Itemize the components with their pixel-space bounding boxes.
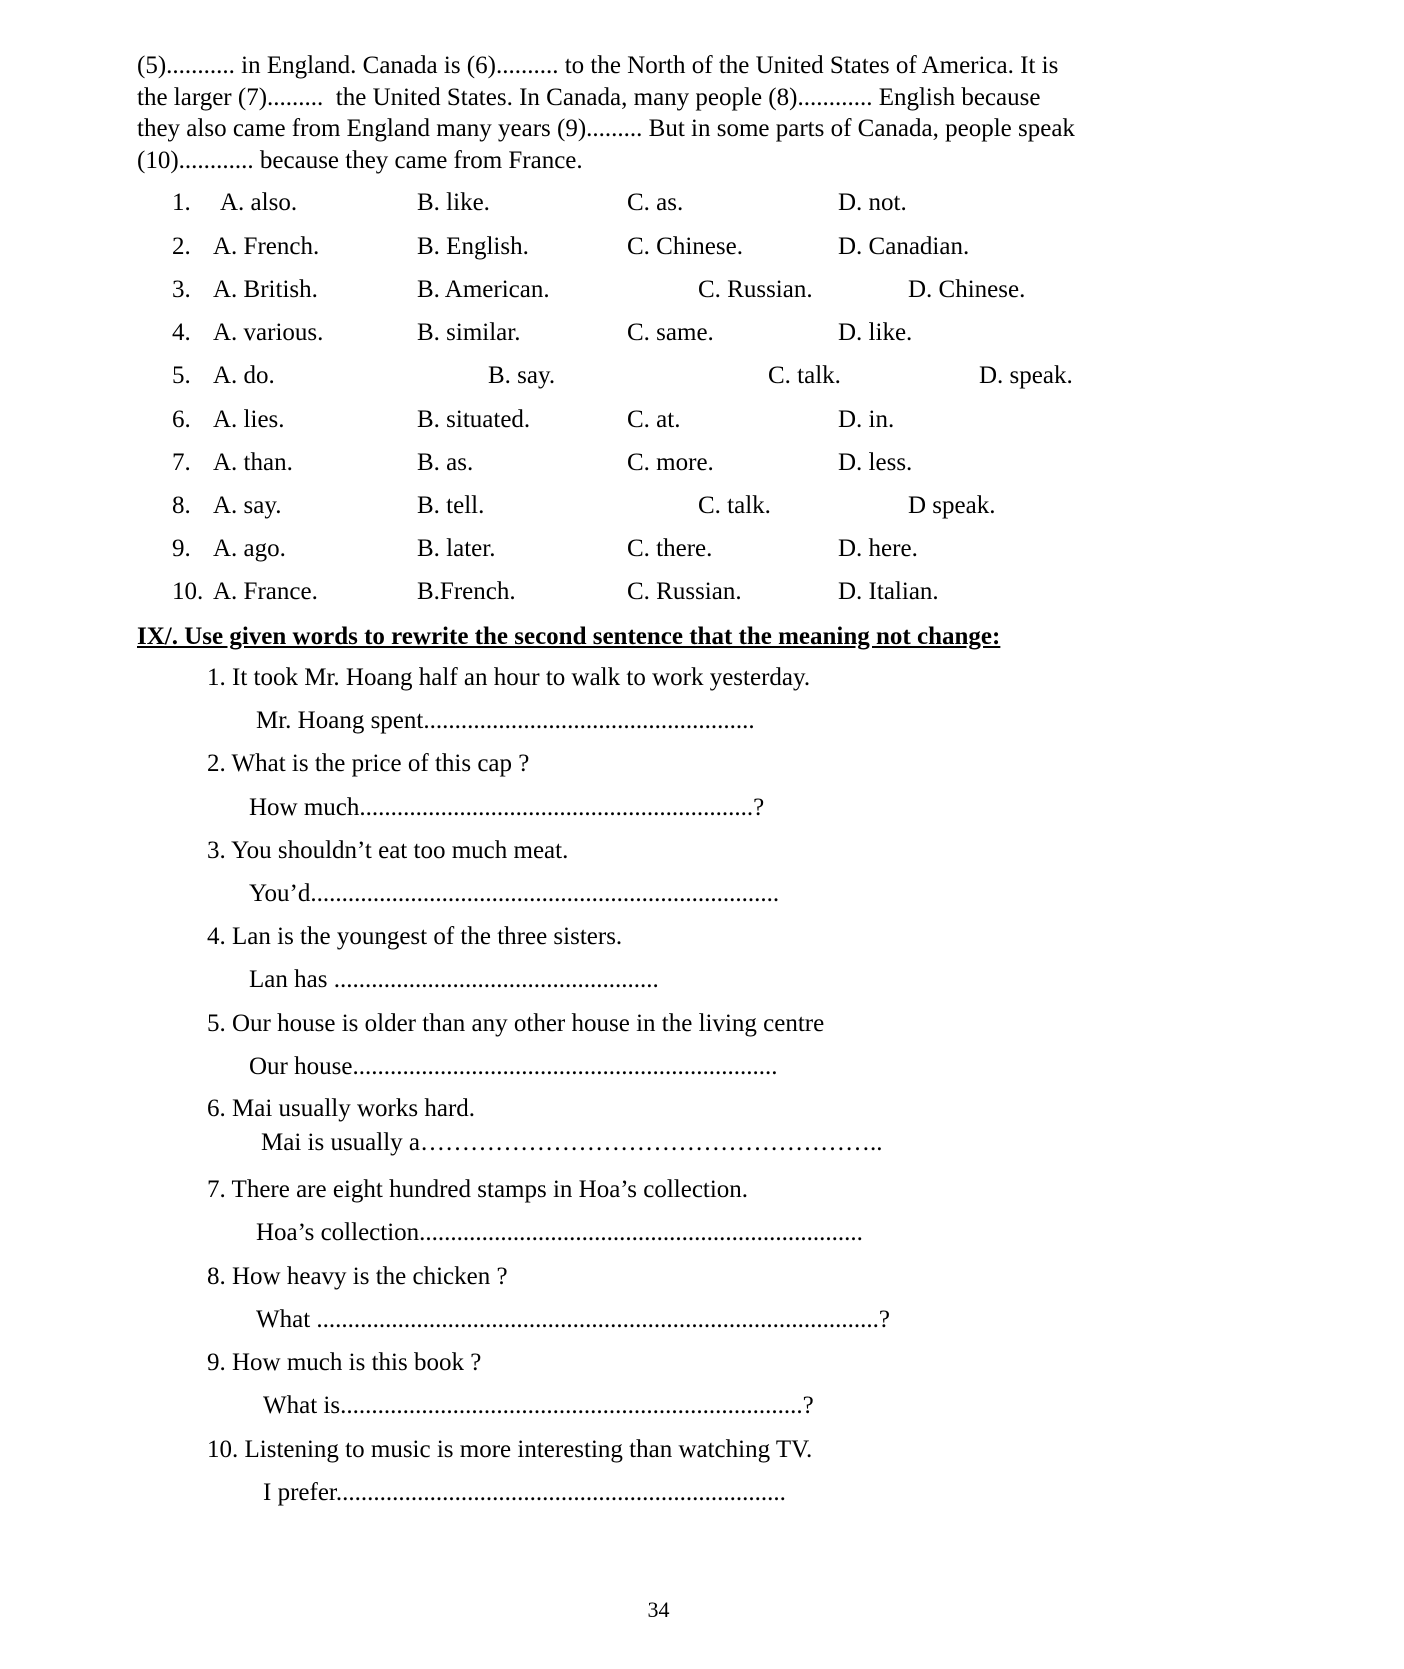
option-number: 7. xyxy=(172,449,191,476)
option-a: A. British. xyxy=(213,276,318,303)
passage-line: (5)........... in England. Canada is (6).......... to the North of the United States of America. It is xyxy=(137,52,1059,79)
option-c: C. Russian. xyxy=(698,276,813,303)
option-c: C. same. xyxy=(627,319,714,346)
rewrite-answer: Our house.................................................................... xyxy=(249,1053,778,1080)
option-number: 6. xyxy=(172,406,191,433)
option-number: 8. xyxy=(172,492,191,519)
rewrite-question: 6. Mai usually works hard. xyxy=(207,1095,476,1122)
rewrite-answer: Mr. Hoang spent..................................................... xyxy=(256,707,755,734)
rewrite-answer: Hoa’s collection....................................................................... xyxy=(256,1219,863,1246)
option-d: D speak. xyxy=(908,492,996,519)
option-d: D. here. xyxy=(838,535,918,562)
option-b: B. English. xyxy=(417,233,529,260)
option-c: C. more. xyxy=(627,449,714,476)
rewrite-question: 10. Listening to music is more interesting than watching TV. xyxy=(207,1436,813,1463)
rewrite-question: 9. How much is this book ? xyxy=(207,1349,482,1376)
option-number: 5. xyxy=(172,362,191,389)
rewrite-answer: You’d........................................................................... xyxy=(249,880,780,907)
rewrite-question: 5. Our house is older than any other house in the living centre xyxy=(207,1010,825,1037)
option-b: B. similar. xyxy=(417,319,521,346)
option-d: D. less. xyxy=(838,449,913,476)
option-a: A. French. xyxy=(213,233,320,260)
option-b: B. American. xyxy=(417,276,550,303)
option-c: C. at. xyxy=(627,406,681,433)
option-a: A. various. xyxy=(213,319,324,346)
rewrite-question: 3. You shouldn’t eat too much meat. xyxy=(207,837,569,864)
option-b: B. like. xyxy=(417,189,490,216)
rewrite-question: 7. There are eight hundred stamps in Hoa’s collection. xyxy=(207,1176,749,1203)
option-number: 1. xyxy=(172,189,191,216)
option-c: C. there. xyxy=(627,535,713,562)
option-b: B. situated. xyxy=(417,406,531,433)
section-heading: IX/. Use given words to rewrite the second sentence that the meaning not change: xyxy=(137,623,1001,650)
option-c: C. Chinese. xyxy=(627,233,743,260)
option-a: A. also. xyxy=(220,189,298,216)
option-d: D. Italian. xyxy=(838,578,939,605)
passage-line: they also came from England many years (9)......... But in some parts of Canada, people speak xyxy=(137,115,1075,142)
option-a: A. say. xyxy=(213,492,282,519)
option-b: B. tell. xyxy=(417,492,485,519)
rewrite-answer: What is..........................................................................? xyxy=(263,1392,814,1419)
option-d: D. in. xyxy=(838,406,895,433)
option-d: D. Canadian. xyxy=(838,233,970,260)
option-d: D. not. xyxy=(838,189,907,216)
option-number: 10. xyxy=(172,578,204,605)
option-a: A. lies. xyxy=(213,406,285,433)
option-b: B. as. xyxy=(417,449,474,476)
rewrite-answer: How much...............................................................? xyxy=(249,794,765,821)
rewrite-question: 1. It took Mr. Hoang half an hour to walk to work yesterday. xyxy=(207,664,811,691)
option-b: B. say. xyxy=(488,362,556,389)
option-c: C. Russian. xyxy=(627,578,742,605)
option-number: 4. xyxy=(172,319,191,346)
option-number: 3. xyxy=(172,276,191,303)
option-c: C. talk. xyxy=(768,362,841,389)
option-b: B. later. xyxy=(417,535,496,562)
rewrite-question: 2. What is the price of this cap ? xyxy=(207,750,530,777)
page-number: 34 xyxy=(647,1597,670,1622)
option-d: D. like. xyxy=(838,319,913,346)
passage xyxy=(137,50,1257,176)
option-b: B.French. xyxy=(417,578,516,605)
option-a: A. France. xyxy=(213,578,318,605)
option-d: D. Chinese. xyxy=(908,276,1026,303)
passage-line: the larger (7)......... the United States. In Canada, many people (8)............ English because xyxy=(137,83,1041,111)
rewrite-answer: I prefer........................................................................ xyxy=(263,1479,786,1506)
rewrite-question: 8. How heavy is the chicken ? xyxy=(207,1263,508,1290)
option-c: C. as. xyxy=(627,189,684,216)
option-c: C. talk. xyxy=(698,492,771,519)
option-a: A. ago. xyxy=(213,535,286,562)
rewrite-question: 4. Lan is the youngest of the three sisters. xyxy=(207,923,623,950)
rewrite-answer: Mai is usually a……………………………………………….. xyxy=(261,1129,883,1156)
option-a: A. than. xyxy=(213,449,293,476)
option-d: D. speak. xyxy=(979,362,1073,389)
option-number: 2. xyxy=(172,233,191,260)
passage-line: (10)............ because they came from France. xyxy=(137,146,583,174)
rewrite-answer: Lan has .................................................... xyxy=(249,966,659,993)
option-a: A. do. xyxy=(213,362,275,389)
option-number: 9. xyxy=(172,535,191,562)
rewrite-answer: What ..........................................................................................? xyxy=(256,1306,890,1333)
